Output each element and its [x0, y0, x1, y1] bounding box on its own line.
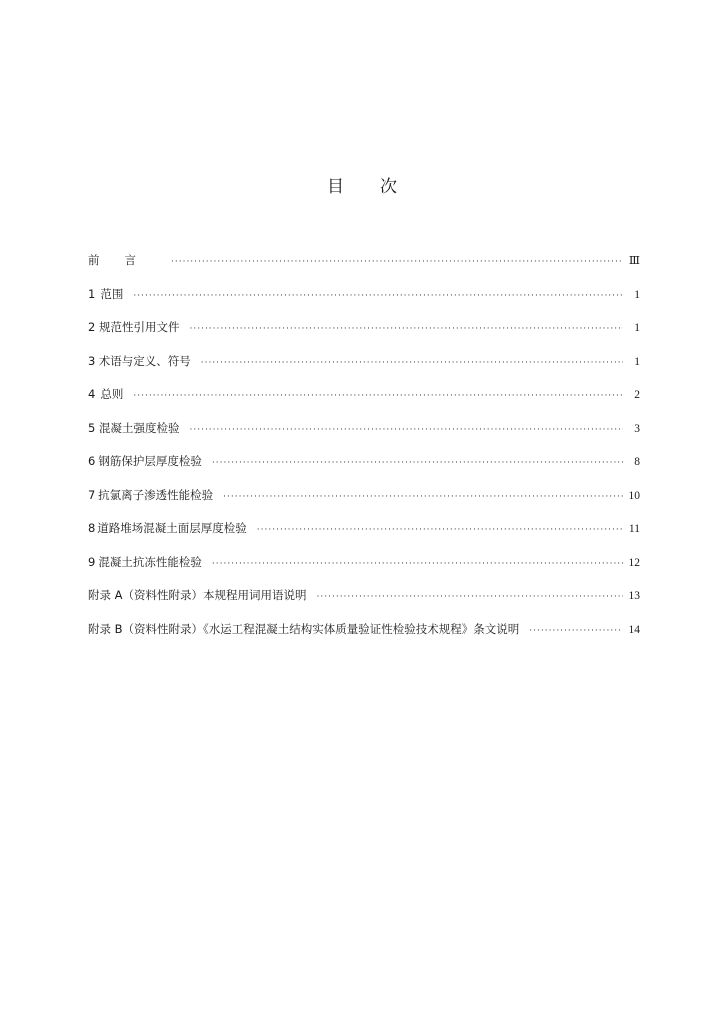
toc-entry-number: 5 [88, 420, 96, 435]
toc-leader-dots [212, 458, 623, 468]
toc-leader-dots [212, 559, 623, 569]
toc-entry-page: 8 [634, 456, 640, 468]
toc-entry-6[interactable] [88, 453, 640, 487]
toc-entry-8[interactable] [88, 520, 640, 554]
toc-leader-dots [201, 358, 623, 368]
toc-entry-label: 钢筋保护层厚度检验 [98, 454, 202, 468]
toc-entry-label: 总则 [100, 387, 124, 401]
toc-entry-label: 道路堆场混凝土面层厚度检验 [97, 521, 247, 535]
toc-entry-page: 2 [634, 389, 640, 401]
toc-entry-page: 13 [628, 590, 640, 602]
toc-entry-page: 10 [628, 489, 640, 502]
toc-leader-dots [171, 257, 623, 267]
toc-entry-5[interactable] [88, 420, 640, 454]
toc-entry-label: 混凝土抗冻性能检验 [98, 554, 202, 569]
toc-entry-page: 3 [634, 422, 640, 435]
toc-entry-page: 12 [628, 556, 640, 569]
toc-leader-dots [133, 291, 623, 301]
toc-entry-appendix-a[interactable] [88, 587, 640, 621]
toc-entry-1[interactable] [88, 286, 640, 320]
toc-entry-label: 抗氯离子渗透性能检验 [98, 487, 214, 502]
table-of-contents [88, 252, 640, 654]
toc-entry-page: 1 [634, 288, 640, 301]
toc-entry-label: 混凝土强度检验 [99, 420, 180, 435]
page-title: 目次 [327, 177, 433, 197]
toc-entry-label: 规范性引用文件 [99, 320, 180, 334]
toc-entry-number: 7 [88, 487, 96, 502]
toc-entry-appendix-b[interactable] [88, 621, 640, 655]
toc-entry-7[interactable] [88, 487, 640, 521]
toc-leader-dots [529, 626, 623, 636]
toc-entry-number: 3 [88, 353, 96, 368]
toc-entry-4[interactable] [88, 386, 640, 420]
toc-entry-page: 14 [628, 623, 640, 636]
toc-entry-number: 4 [88, 387, 96, 401]
toc-entry-label: 术语与定义、符号 [98, 353, 191, 368]
toc-entry-label: 范围 [100, 286, 124, 301]
toc-entry-number: 1 [88, 286, 96, 301]
toc-entry-9[interactable] [88, 554, 640, 588]
toc-entry-number: 2 [88, 320, 96, 334]
toc-entry-number: 6 [88, 454, 96, 468]
toc-entry-label: 附录 A（资料性附录）本规程用词用语说明 [88, 588, 307, 602]
toc-entry-preface[interactable] [88, 252, 640, 286]
toc-entry-label: 前言 [88, 253, 161, 267]
toc-leader-dots [190, 324, 624, 334]
toc-entry-number: 9 [88, 554, 96, 569]
toc-leader-dots [317, 592, 623, 602]
toc-entry-page: 1 [634, 355, 640, 368]
toc-entry-2[interactable] [88, 319, 640, 353]
toc-entry-page: 11 [628, 523, 640, 535]
toc-leader-dots [133, 391, 623, 401]
toc-entry-label: 附录 B（资料性附录）《水运工程混凝土结构实体质量验证性检验技术规程》条文说明 [88, 621, 520, 636]
toc-entry-page: Ⅲ [628, 255, 640, 267]
toc-entry-3[interactable] [88, 353, 640, 387]
toc-entry-page: 1 [634, 322, 640, 334]
toc-leader-dots [190, 425, 624, 435]
toc-leader-dots [257, 525, 623, 535]
toc-entry-number: 8 [88, 521, 96, 535]
toc-leader-dots [223, 492, 623, 502]
